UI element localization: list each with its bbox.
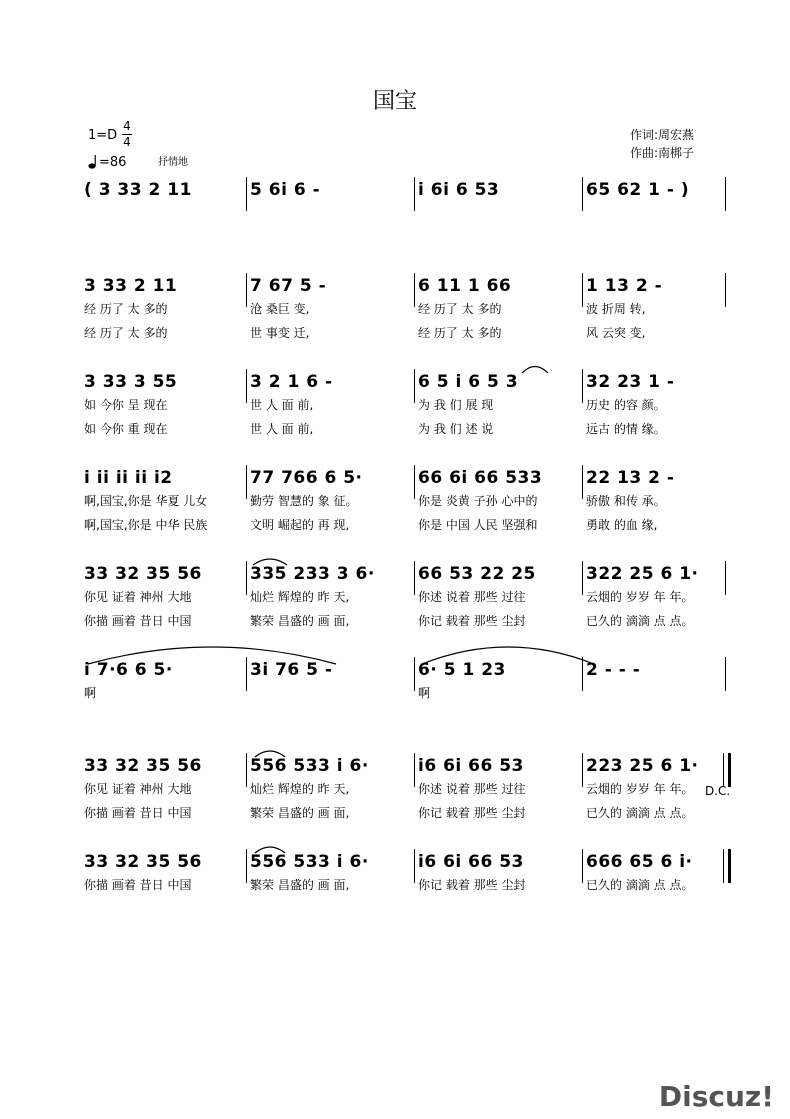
lyric-verse-1: 如 今你 呈 现在 (84, 398, 168, 412)
bar-line (582, 753, 583, 787)
measure-notation: i 7·6 6 5· (84, 660, 173, 680)
lyric-verse-2: 远古 的情 缘。 (586, 422, 666, 436)
lyricist-credit: 作词:周宏燕 (630, 128, 695, 142)
measure-notation: ( 3 33 2 11 (84, 180, 192, 200)
measure-notation: 5 6i 6 - (250, 180, 321, 200)
credits (630, 126, 694, 162)
lyric-verse-2: 勇敢 的血 缘, (586, 518, 658, 532)
measure-notation: 3 2 1 6 - (250, 372, 333, 392)
measure-notation: 3 33 3 55 (84, 372, 178, 392)
measure-notation: 6 11 1 66 (418, 276, 512, 296)
lyric-verse-2: 世 人 面 前, (250, 422, 314, 436)
bar-line (246, 273, 247, 307)
lyric-verse-1: 你见 证着 神州 大地 (84, 782, 192, 796)
dc-mark: D.C. (705, 784, 731, 798)
bar-line (582, 561, 583, 595)
measure-notation: 335 233 3 6· (250, 564, 375, 584)
measure-notation: 6 5 i 6 5 3 (418, 372, 519, 392)
bar-line (414, 465, 415, 499)
time-signature (121, 119, 133, 150)
bar-line (414, 273, 415, 307)
lyric-verse-2: 繁荣 昌盛的 画 面, (250, 806, 350, 820)
measure-notation: i6 6i 66 53 (418, 852, 524, 872)
end-bar-line (725, 177, 726, 211)
lyric-verse-2: 已久的 滴滴 点 点。 (586, 806, 694, 820)
lyric-verse-1: 啊 (84, 686, 97, 700)
measure-notation: 556 533 i 6· (250, 852, 369, 872)
end-bar-line (725, 561, 726, 595)
end-bar-line (725, 657, 726, 691)
quarter-note-icon (88, 155, 97, 169)
measure-notation: 22 13 2 - (586, 468, 675, 488)
lyric-verse-1: 云烟的 岁岁 年 年。 (586, 590, 694, 604)
song-title: 国宝 (372, 89, 417, 114)
lyric-verse-1: 你见 证着 神州 大地 (84, 590, 192, 604)
slur-row6-b (418, 640, 598, 666)
lyric-verse-1: 已久的 滴滴 点 点。 (586, 878, 694, 892)
bar-line (246, 561, 247, 595)
lyric-verse-1: 云烟的 岁岁 年 年。 (586, 782, 694, 796)
lyric-verse-2: 文明 崛起的 再 现, (250, 518, 350, 532)
bar-line (582, 177, 583, 211)
bar-line (246, 369, 247, 403)
lyric-verse-1: 繁荣 昌盛的 画 面, (250, 878, 350, 892)
key-signature: 1=D (88, 128, 118, 143)
bar-line (414, 177, 415, 211)
bar-line (582, 465, 583, 499)
lyric-verse-2: 你记 载着 那些 尘封 (418, 614, 526, 628)
measure-notation: 32 23 1 - (586, 372, 675, 392)
lyric-verse-1: 经 历了 太 多的 (418, 302, 502, 316)
slur-row5 (250, 554, 290, 566)
bar-line (414, 369, 415, 403)
final-bar-line (723, 849, 731, 883)
lyric-verse-1: 波 折周 转, (586, 302, 646, 316)
measure-notation: 3i 76 5 - (250, 660, 333, 680)
measure-notation: 556 533 i 6· (250, 756, 369, 776)
lyric-verse-1: 你述 说着 那些 过往 (418, 590, 526, 604)
bar-line (246, 465, 247, 499)
lyric-verse-2: 你记 载着 那些 尘封 (418, 806, 526, 820)
lyric-verse-1: 世 人 面 前, (250, 398, 314, 412)
lyric-verse-1: 啊,国宝,你是 华夏 儿女 (84, 494, 208, 508)
lyric-verse-2: 你是 中国 人民 坚强和 (418, 518, 538, 532)
lyric-verse-1: 你述 说着 那些 过往 (418, 782, 526, 796)
lyric-verse-1: 勤劳 智慧的 象 征。 (250, 494, 358, 508)
expression-marking: 抒情地 (158, 157, 188, 168)
measure-notation: 7 67 5 - (250, 276, 327, 296)
lyric-verse-1: 沧 桑巨 变, (250, 302, 310, 316)
lyric-verse-1: 你记 载着 那些 尘封 (418, 878, 526, 892)
bar-line (414, 657, 415, 691)
bar-line (414, 753, 415, 787)
slur-row8 (252, 842, 288, 854)
lyric-verse-1: 灿烂 辉煌的 昨 天, (250, 590, 350, 604)
measure-notation: 3 33 2 11 (84, 276, 178, 296)
final-bar-line (723, 753, 731, 787)
lyric-verse-2: 繁荣 昌盛的 画 面, (250, 614, 350, 628)
lyric-verse-2: 风 云突 变, (586, 326, 646, 340)
measure-notation: i 6i 6 53 (418, 180, 500, 200)
lyric-verse-2: 已久的 滴滴 点 点。 (586, 614, 694, 628)
tempo-value: =86 (99, 155, 127, 170)
measure-notation: 1 13 2 - (586, 276, 663, 296)
measure-notation: 65 62 1 - ) (586, 180, 690, 200)
lyric-verse-1: 为 我 们 展 现 (418, 398, 494, 412)
measure-notation: i ii ii ii i2 (84, 468, 173, 488)
lyric-verse-2: 为 我 们 述 说 (418, 422, 494, 436)
slur-row3 (520, 362, 550, 374)
lyric-verse-1: 灿烂 辉煌的 昨 天, (250, 782, 350, 796)
measure-notation: 66 53 22 25 (418, 564, 536, 584)
measure-notation: 322 25 6 1· (586, 564, 699, 584)
bar-line (246, 753, 247, 787)
measure-notation: 33 32 35 56 (84, 564, 202, 584)
bar-line (246, 177, 247, 211)
lyric-verse-2: 世 事变 迁, (250, 326, 310, 340)
measure-notation: i6 6i 66 53 (418, 756, 524, 776)
lyric-verse-1: 历史 的容 颜。 (586, 398, 666, 412)
lyric-verse-1: 经 历了 太 多的 (84, 302, 168, 316)
watermark: Discuz! (658, 1080, 774, 1113)
lyric-verse-2: 经 历了 太 多的 (418, 326, 502, 340)
bar-line (414, 849, 415, 883)
measure-notation: 66 6i 66 533 (418, 468, 543, 488)
lyric-verse-1: 啊 (418, 686, 431, 700)
measure-notation: 77 766 6 5· (250, 468, 363, 488)
bar-line (582, 849, 583, 883)
lyric-verse-2: 啊,国宝,你是 中华 民族 (84, 518, 208, 532)
measure-notation: 33 32 35 56 (84, 756, 202, 776)
measure-notation: 6· 5 1 23 (418, 660, 506, 680)
lyric-verse-1: 你描 画着 昔日 中国 (84, 878, 192, 892)
lyric-verse-2: 如 今你 重 现在 (84, 422, 168, 436)
meter-top: 4 (123, 119, 131, 133)
lyric-verse-1: 你是 炎黄 子孙 心中的 (418, 494, 538, 508)
meter-bottom: 4 (123, 135, 131, 149)
slur-row6-a (84, 640, 340, 666)
lyric-verse-1: 骄傲 和传 承。 (586, 494, 666, 508)
composer-credit: 作曲:南梆子 (630, 146, 695, 160)
bar-line (582, 369, 583, 403)
measure-notation: 666 65 6 i· (586, 852, 693, 872)
end-bar-line (725, 273, 726, 307)
bar-line (582, 273, 583, 307)
lyric-verse-2: 你描 画着 昔日 中国 (84, 806, 192, 820)
measure-notation: 33 32 35 56 (84, 852, 202, 872)
measure-notation: 223 25 6 1· (586, 756, 699, 776)
measure-notation: 2 - - - (586, 660, 641, 680)
bar-line (414, 561, 415, 595)
bar-line (246, 849, 247, 883)
lyric-verse-2: 经 历了 太 多的 (84, 326, 168, 340)
tempo-marking (88, 155, 126, 170)
lyric-verse-2: 你描 画着 昔日 中国 (84, 614, 192, 628)
slur-row7 (252, 746, 288, 758)
